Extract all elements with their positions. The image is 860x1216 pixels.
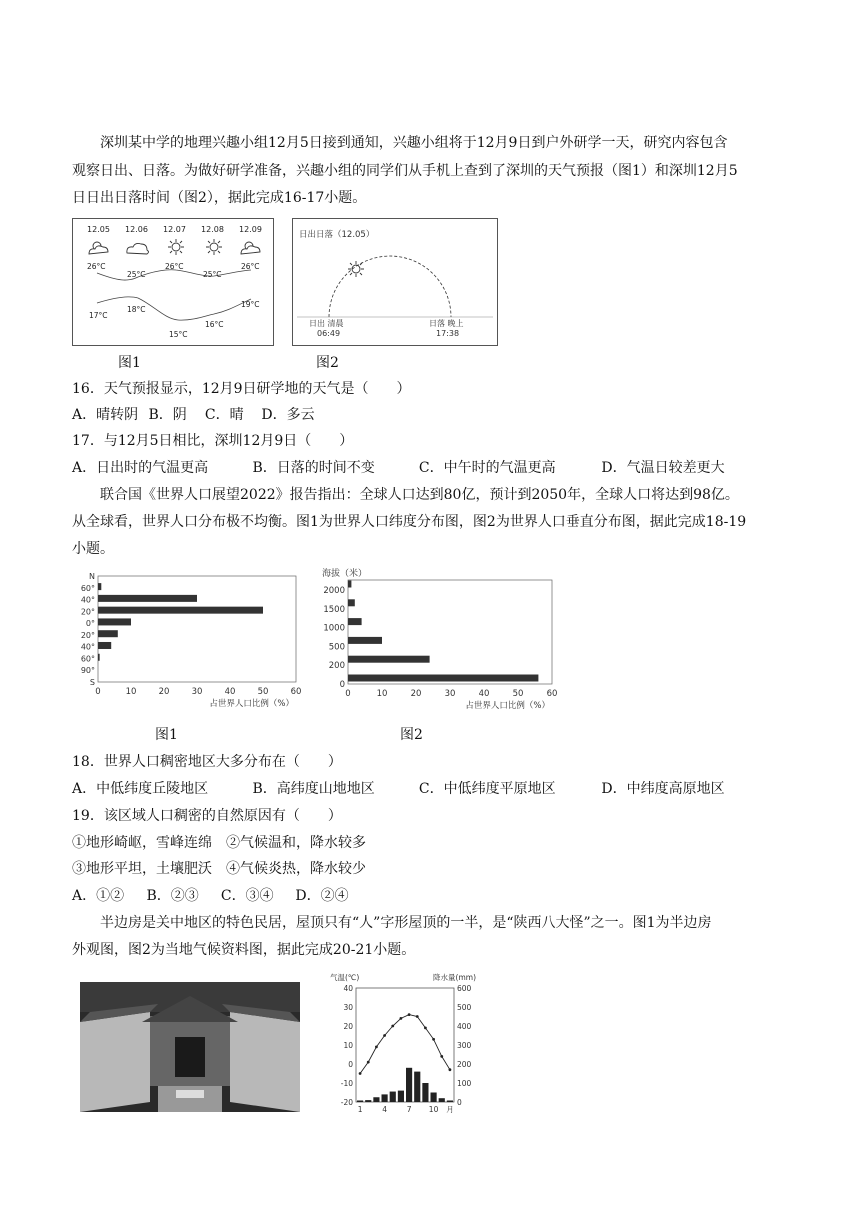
x-tick-label: 50	[257, 687, 269, 697]
left-tick-label: -10	[340, 1079, 353, 1088]
precip-bar	[365, 1100, 371, 1102]
high-temp: 26°C	[87, 262, 106, 271]
y-tick-label: 20°	[80, 630, 95, 640]
precip-bar	[398, 1091, 404, 1102]
sunrise-label: 日出 清晨	[309, 319, 344, 328]
low-temp: 19°C	[241, 300, 260, 309]
right-tick-label: 600	[457, 984, 472, 993]
x-tick-label: 7	[406, 1105, 412, 1114]
q18-option-c[interactable]: C．中低纬度平原地区	[418, 781, 556, 797]
x-tick-label: 40	[224, 687, 236, 697]
sunset-label: 日落 晚上	[429, 319, 464, 328]
q16-options	[72, 404, 315, 426]
temperature-point	[367, 1061, 370, 1064]
bar	[98, 642, 111, 649]
plot-area	[348, 580, 552, 684]
q19-option-c[interactable]: C．③④	[220, 888, 274, 904]
left-tick-label: -20	[340, 1098, 353, 1107]
y-tick-label: 0°	[85, 619, 95, 629]
y-tick-label: 0	[339, 680, 345, 690]
bar	[98, 607, 263, 614]
bar	[348, 581, 351, 588]
x-tick-label: 0	[345, 689, 351, 699]
y-tick-label: 200	[328, 661, 345, 672]
left-tick-label: 30	[343, 1003, 353, 1012]
precip-bar	[382, 1094, 388, 1102]
bar	[348, 656, 430, 663]
temperature-point	[408, 1013, 411, 1016]
temperature-point	[359, 1072, 362, 1075]
q19-option-b[interactable]: B．②③	[146, 888, 199, 904]
precipitation-axis-label: 降水量(mm)	[433, 973, 476, 982]
precip-bar	[439, 1098, 445, 1102]
q19-option-a[interactable]: A．①②	[72, 888, 125, 904]
left-tick-label: 0	[348, 1060, 353, 1069]
bar	[348, 637, 382, 644]
temperature-point	[424, 1027, 427, 1030]
passage1-line1: 深圳某中学的地理兴趣小组12月5日接到通知，兴趣小组将于12月9日到户外研学一天，研究内容包含	[100, 135, 728, 151]
y-tick-label: 2000	[323, 586, 345, 596]
q16-option-c[interactable]: C．晴	[204, 407, 244, 423]
x-axis-label: 占世界人口比例（%）	[209, 699, 294, 709]
y-tick-label: 500	[328, 642, 345, 653]
x-tick-label: 40	[478, 689, 490, 699]
weather-forecast-figure	[72, 218, 274, 346]
precip-bar	[447, 1100, 453, 1102]
q18-option-d[interactable]: D．中纬度高原地区	[601, 781, 725, 797]
precip-bar	[357, 1100, 363, 1102]
sun-icon	[348, 261, 364, 277]
y-tick-label: 90°	[80, 666, 95, 676]
y-tick-label: N	[89, 572, 95, 581]
temperature-point	[440, 1055, 443, 1058]
sun-arc	[329, 256, 451, 317]
passage1-line2: 观察日出、日落。为做好研学准备，兴趣小组的同学们从手机上查到了深圳的天气预报（图1）和深圳12月5	[72, 163, 738, 179]
y-tick-label: 60°	[80, 583, 95, 593]
passage2-line1: 联合国《世界人口展望2022》报告指出：全球人口达到80亿，预计到2050年，全球人口将达到98亿。	[100, 487, 739, 503]
latitude-population-chart	[74, 570, 306, 720]
forecast-date: 12.05	[87, 225, 110, 234]
altitude-population-chart	[318, 566, 562, 720]
sun-figure-title: 日出日落（12.05）	[299, 230, 375, 240]
bar	[98, 595, 197, 602]
precip-bar	[373, 1097, 379, 1102]
climate-chart	[328, 970, 478, 1120]
x-tick-label: 10	[428, 1105, 439, 1114]
bar	[348, 675, 538, 682]
right-tick-label: 100	[457, 1079, 472, 1088]
q19-statements-2: ③地形平坦，土壤肥沃 ④气候炎热，降水较少	[72, 861, 366, 877]
bar	[348, 618, 362, 625]
passage1-line3: 日日出日落时间（图2），据此完成16-17小题。	[72, 190, 367, 206]
q16-option-a[interactable]: A．晴转阴	[72, 407, 139, 423]
partly-cloudy-icon	[241, 242, 260, 254]
y-tick-label: 40°	[80, 642, 95, 652]
bar	[98, 654, 100, 661]
high-temp: 25°C	[203, 270, 222, 279]
x-tick-label: 0	[95, 687, 101, 697]
q18-options	[72, 778, 725, 800]
y-tick-label: 40°	[80, 595, 95, 605]
x-tick-label: 10	[376, 689, 388, 699]
low-temp: 16°C	[205, 320, 224, 329]
precip-bar	[406, 1068, 412, 1102]
forecast-date: 12.07	[163, 225, 186, 234]
q16-option-d[interactable]: D．多云	[261, 407, 315, 423]
forecast-date: 12.06	[125, 225, 148, 234]
bar	[98, 630, 118, 637]
temperature-point	[383, 1034, 386, 1037]
precip-bar	[390, 1092, 396, 1102]
latitude-chart-caption: 图1	[155, 727, 178, 743]
sunny-icon	[206, 239, 222, 255]
q16-option-b[interactable]: B．阴	[148, 407, 187, 423]
left-tick-label: 40	[343, 984, 353, 993]
x-tick-label: 月	[446, 1105, 454, 1114]
low-temp: 15°C	[169, 330, 188, 339]
passage3-line2: 外观图，图2为当地气候资料图，据此完成20-21小题。	[72, 942, 416, 958]
temperature-point	[400, 1017, 403, 1020]
q19-stem: 19．该区域人口稠密的自然原因有（ ）	[72, 808, 342, 824]
q18-option-a[interactable]: A．中低纬度丘陵地区	[72, 781, 209, 797]
sunset-time: 17:38	[436, 329, 460, 338]
plot-area	[356, 988, 454, 1102]
x-tick-label: 60	[546, 689, 558, 699]
y-tick-label: S	[89, 678, 95, 687]
q19-option-d[interactable]: D．②④	[295, 888, 349, 904]
plot-area	[98, 576, 296, 682]
y-tick-label: 20°	[80, 607, 95, 617]
q17-stem: 17．与12月5日相比，深圳12月9日（ ）	[72, 433, 354, 449]
partly-cloudy-icon	[89, 242, 108, 254]
temperature-point	[416, 1015, 419, 1018]
left-tick-label: 20	[343, 1022, 353, 1031]
x-tick-label: 20	[410, 689, 422, 699]
q19-statements-1: ①地形崎岖，雪峰连绵 ②气候温和，降水较多	[72, 835, 366, 851]
weather-figure-caption: 图1	[118, 355, 141, 371]
cloudy-icon	[127, 243, 149, 254]
q17-option-c[interactable]: C．中午时的气温更高	[418, 460, 556, 476]
sun-figure-caption: 图2	[316, 355, 339, 371]
x-tick-label: 30	[444, 689, 456, 699]
passage3-line1: 半边房是关中地区的特色民居，屋顶只有“人”字形屋顶的一半，是“陕西八大怪”之一。图1为半边房	[100, 915, 712, 931]
x-tick-label: 50	[512, 689, 524, 699]
precip-bar	[422, 1083, 428, 1102]
bar	[98, 583, 101, 590]
temperature-point	[375, 1046, 378, 1049]
x-tick-label: 30	[191, 687, 203, 697]
y-tick-label: 60°	[80, 654, 95, 664]
bar	[348, 599, 355, 606]
q18-stem: 18．世界人口稠密地区大多分布在（ ）	[72, 754, 342, 770]
temperature-point	[391, 1025, 394, 1028]
q17-option-d[interactable]: D．气温日较差更大	[601, 460, 725, 476]
high-temp: 26°C	[165, 262, 184, 271]
y-axis-label: 海拔（米）	[322, 569, 368, 579]
low-temp: 18°C	[127, 305, 146, 314]
altitude-chart-caption: 图2	[400, 727, 423, 743]
precip-bar	[431, 1093, 437, 1103]
low-temp: 17°C	[89, 311, 108, 320]
q17-option-a[interactable]: A．日出时的气温更高	[72, 460, 209, 476]
sunrise-time: 06:49	[317, 329, 341, 338]
passage2-line2: 从全球看，世界人口分布极不均衡。图1为世界人口纬度分布图，图2为世界人口垂直分布图，据此完成18-19	[72, 514, 747, 530]
right-tick-label: 0	[457, 1098, 462, 1107]
x-tick-label: 60	[290, 687, 302, 697]
x-tick-label: 4	[382, 1105, 387, 1114]
right-tick-label: 400	[457, 1022, 472, 1031]
y-tick-label: 1000	[323, 623, 345, 634]
high-temp: 26°C	[241, 262, 260, 271]
bar	[98, 618, 131, 625]
q17-option-b[interactable]: B．日落的时间不变	[252, 460, 375, 476]
q17-options	[72, 457, 725, 479]
x-tick-label: 1	[357, 1105, 363, 1114]
passage2-line3: 小题。	[72, 541, 114, 557]
q18-option-b[interactable]: B．高纬度山地地区	[252, 781, 375, 797]
left-tick-label: 10	[343, 1041, 353, 1050]
high-temp-curve	[97, 270, 251, 280]
temperature-curve	[360, 1015, 450, 1074]
y-tick-label: 1500	[323, 604, 345, 615]
q16-stem: 16．天气预报显示，12月9日研学地的天气是（ ）	[72, 381, 411, 397]
precip-bar	[414, 1072, 420, 1102]
low-temp-curve	[97, 297, 251, 320]
temperature-point	[432, 1038, 435, 1041]
temperature-axis-label: 气温(℃)	[330, 973, 360, 982]
right-tick-label: 200	[457, 1060, 472, 1069]
right-tick-label: 500	[457, 1003, 472, 1012]
forecast-date: 12.08	[201, 225, 224, 234]
forecast-date: 12.09	[239, 225, 262, 234]
x-tick-label: 20	[158, 687, 170, 697]
q19-options	[72, 885, 349, 907]
x-tick-label: 10	[125, 687, 137, 697]
sunny-icon	[168, 239, 184, 255]
half-side-house-photo	[80, 982, 300, 1112]
x-axis-label: 占世界人口比例（%）	[465, 701, 550, 711]
temperature-point	[449, 1068, 452, 1071]
sunrise-sunset-figure	[292, 218, 498, 346]
right-tick-label: 300	[457, 1041, 472, 1050]
high-temp: 25°C	[127, 270, 146, 279]
